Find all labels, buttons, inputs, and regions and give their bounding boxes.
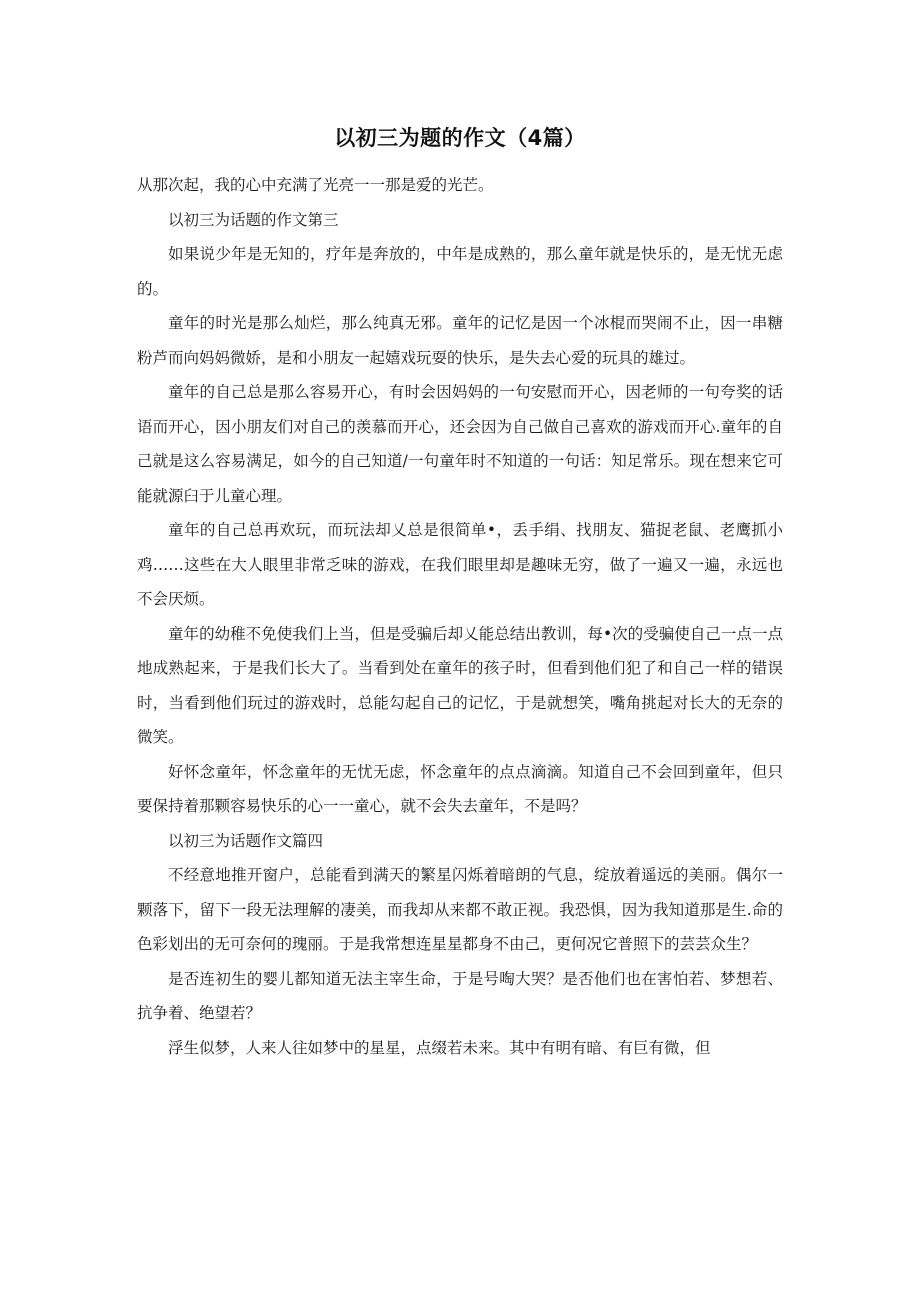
document-title: 以初三为题的作文（4篇） bbox=[334, 126, 586, 150]
paragraph: 浮生似梦，人来人往如梦中的星星，点缀若未来。其中有明有暗、有巨有微，但 bbox=[168, 1038, 711, 1057]
paragraph: 童年的幼稚不免使我们上当，但是受骗后却乂能总结出教训，每•次的受骗使自己一点一点地成熟起来，于是我们长大了。当看到处在童年的孩子时，但看到他们犯了和自己一样的错误时，当看到他们玩过的游戏时，总能勾起自己的记忆，于是就想笑，嘴角挑起对长大的无奈的微笑。 bbox=[137, 624, 783, 746]
paragraph: 如果说少年是无知的，疗年是奔放的，中年是成熟的，那么童年就是快乐的，是无忧无虑的。 bbox=[137, 245, 783, 298]
paragraph: 童年的自己总是那么容易开心，有时会因妈妈的一句安慰而开心，因老师的一句夸奖的话语而开心，因小朋友们对自己的羡慕而开心，还会因为自己做自己喜欢的游戏而开心.童年的自己就是这么容易满足，如今的自己知道/一句童年时不知道的一句话：知足常乐。现在想来它可能就源臼于儿童心理。 bbox=[137, 383, 783, 505]
paragraph: 好怀念童年，怀念童年的无忧无虑，怀念童年的点点滴滴。知道自己不会回到童年，但只要保持着那颗容易快乐的心一一童心，就不会失去童年，不是吗？ bbox=[137, 762, 783, 815]
paragraph: 童年的时光是那么灿烂，那么纯真无邪。童年的记忆是因一个冰棍而哭闹不止，因一串糖粉芦而向妈妈微娇，是和小朋友一起嬉戏玩耍的快乐，是失去心爱的玩具的雄过。 bbox=[137, 314, 783, 367]
section-heading: 以初三为话题作文篇四 bbox=[168, 831, 324, 850]
paragraph: 是否连初生的婴儿都知道无法主宰生命，于是号啕大哭？是否他们也在害怕若、梦想若、抗争着、绝望若？ bbox=[137, 969, 783, 1022]
document-body bbox=[137, 168, 783, 1065]
paragraph: 从那次起，我的心中充满了光亮一一那是爱的光芒。 bbox=[137, 176, 494, 194]
section-heading: 以初三为话题的作文第三 bbox=[168, 210, 339, 229]
paragraph: 童年的自己总再欢玩，而玩法却乂总是很简单•，丢手绢、找朋友、猫捉老鼠、老鹰抓小鸡……这些在大人眼里非常乏味的游戏，在我们眼里却是趣味无穷，做了一遍又一遍，永远也不会厌烦。 bbox=[137, 521, 783, 608]
paragraph: 不经意地推开窗户，总能看到满天的繁星闪烁着暗朗的气息，绽放着遥远的美丽。偶尔一颗落下，留下一段无法理解的凄美，而我却从来都不敢正视。我恐惧，因为我知道那是生.命的色彩划出的无可奈何的瑰丽。于是我常想连星星都身不由己，更何况它普照下的芸芸众生？ bbox=[137, 866, 783, 953]
